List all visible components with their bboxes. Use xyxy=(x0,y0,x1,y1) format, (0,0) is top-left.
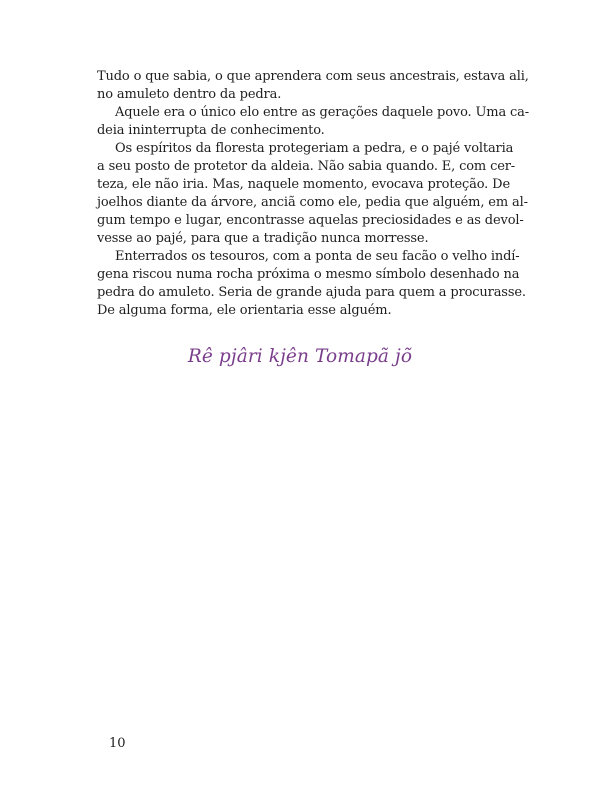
text-line: deia ininterrupta de conhecimento. xyxy=(97,123,325,138)
text-line: gena riscou numa rocha próxima o mesmo símbolo desenhado na xyxy=(97,267,520,282)
paragraph xyxy=(97,104,530,140)
text-line: a seu posto de protetor da aldeia. Não sabia quando. E, com cer- xyxy=(97,159,516,174)
text-line: Aquele era o único elo entre as gerações daquele povo. Uma ca- xyxy=(115,105,530,120)
text-line: Tudo o que sabia, o que aprendera com seus ancestrais, estava ali, xyxy=(97,69,529,84)
text-line: no amuleto dentro da pedra. xyxy=(97,87,282,102)
text-line: De alguma forma, ele orientaria esse alguém. xyxy=(97,303,392,318)
text-line: Os espíritos da floresta protegeriam a pedra, e o pajé voltaria xyxy=(115,141,514,156)
section-heading: Rê pjâri kjên Tomapã jõ xyxy=(187,346,413,367)
text-line: gum tempo e lugar, encontrasse aquelas preciosidades e as devol- xyxy=(97,213,524,228)
paragraph xyxy=(97,68,529,104)
page-number: 10 xyxy=(109,736,126,751)
text-line: teza, ele não iria. Mas, naquele momento, evocava proteção. De xyxy=(97,177,510,192)
body-text xyxy=(97,68,530,320)
text-line: Enterrados os tesouros, com a ponta de seu facão o velho indí- xyxy=(115,249,520,264)
paragraph xyxy=(97,140,528,248)
text-line: joelhos diante da árvore, anciã como ele, pedia que alguém, em al- xyxy=(97,195,528,210)
text-line: vesse ao pajé, para que a tradição nunca morresse. xyxy=(97,231,429,246)
text-line: pedra do amuleto. Seria de grande ajuda para quem a procurasse. xyxy=(97,285,526,300)
paragraph xyxy=(97,248,526,320)
